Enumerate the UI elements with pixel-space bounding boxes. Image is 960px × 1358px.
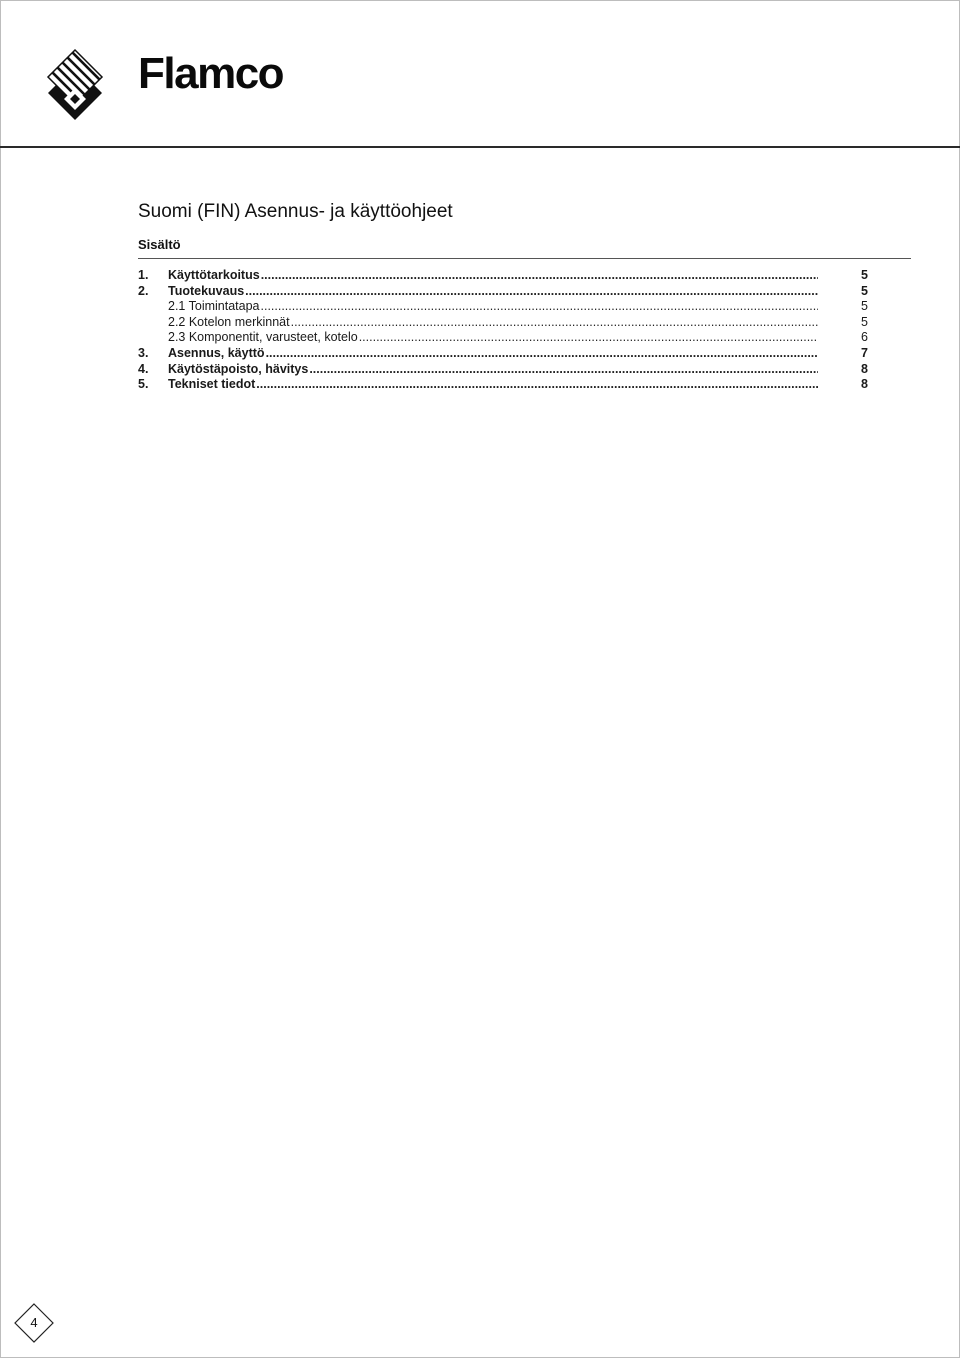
toc-leader-dots [309,362,818,378]
page-number: 4 [30,1315,38,1330]
toc-entry-2-1[interactable] [138,299,868,315]
toc-entry-page: 8 [861,377,868,392]
toc-entry-page: 6 [861,330,868,345]
toc-entry-number: 1. [138,268,149,282]
toc-entry-page: 7 [861,345,868,360]
toc-entry-label: Käyttötarkoitus [168,268,260,282]
toc-entry-2-3[interactable] [138,330,868,346]
toc-entry-label: 2.2 Kotelon merkinnät [168,314,290,329]
document-title: Suomi (FIN) Asennus- ja käyttöohjeet [138,201,453,222]
toc-entry-label: Tekniset tiedot [168,377,256,392]
toc-leader-dots [291,315,818,331]
toc-entry-number: 4. [138,361,149,376]
toc-entry-number: 5. [138,377,149,392]
toc-leader-dots [359,330,818,346]
toc-entry-label: Käytöstäpoisto, hävitys [168,361,309,376]
toc-entry-1[interactable] [138,268,868,284]
toc-entry-label: Tuotekuvaus [168,283,245,298]
toc-entry-label: 2.3 Komponentit, varusteet, kotelo [168,330,358,345]
toc-leader-dots [266,346,818,362]
toc-entry-label: 2.1 Toimintatapa [168,299,260,314]
toc-entry-page: 8 [861,361,868,376]
toc-divider [138,258,911,259]
brand-name: Flamco [138,49,284,98]
toc-entry-2-2[interactable] [138,315,868,331]
toc-entry-5[interactable] [138,377,868,393]
toc-entry-number: 3. [138,345,149,360]
toc-entry-page: 5 [861,299,868,314]
toc-entry-label: Asennus, käyttö [168,345,265,360]
toc-entry-page: 5 [861,268,868,282]
toc-entry-page: 5 [861,314,868,329]
toc-entry-page: 5 [861,283,868,298]
toc-entry-number: 2. [138,283,149,298]
page-header [0,0,960,148]
toc-leader-dots [261,268,818,284]
table-of-contents [138,268,868,393]
toc-leader-dots [245,284,818,300]
toc-entry-2[interactable] [138,284,868,300]
toc-heading: Sisältö [138,237,181,252]
toc-leader-dots [261,299,819,315]
flamco-diamond-logo-icon [46,48,104,122]
toc-leader-dots [256,377,818,393]
toc-entry-3[interactable] [138,346,868,362]
toc-entry-4[interactable] [138,362,868,378]
